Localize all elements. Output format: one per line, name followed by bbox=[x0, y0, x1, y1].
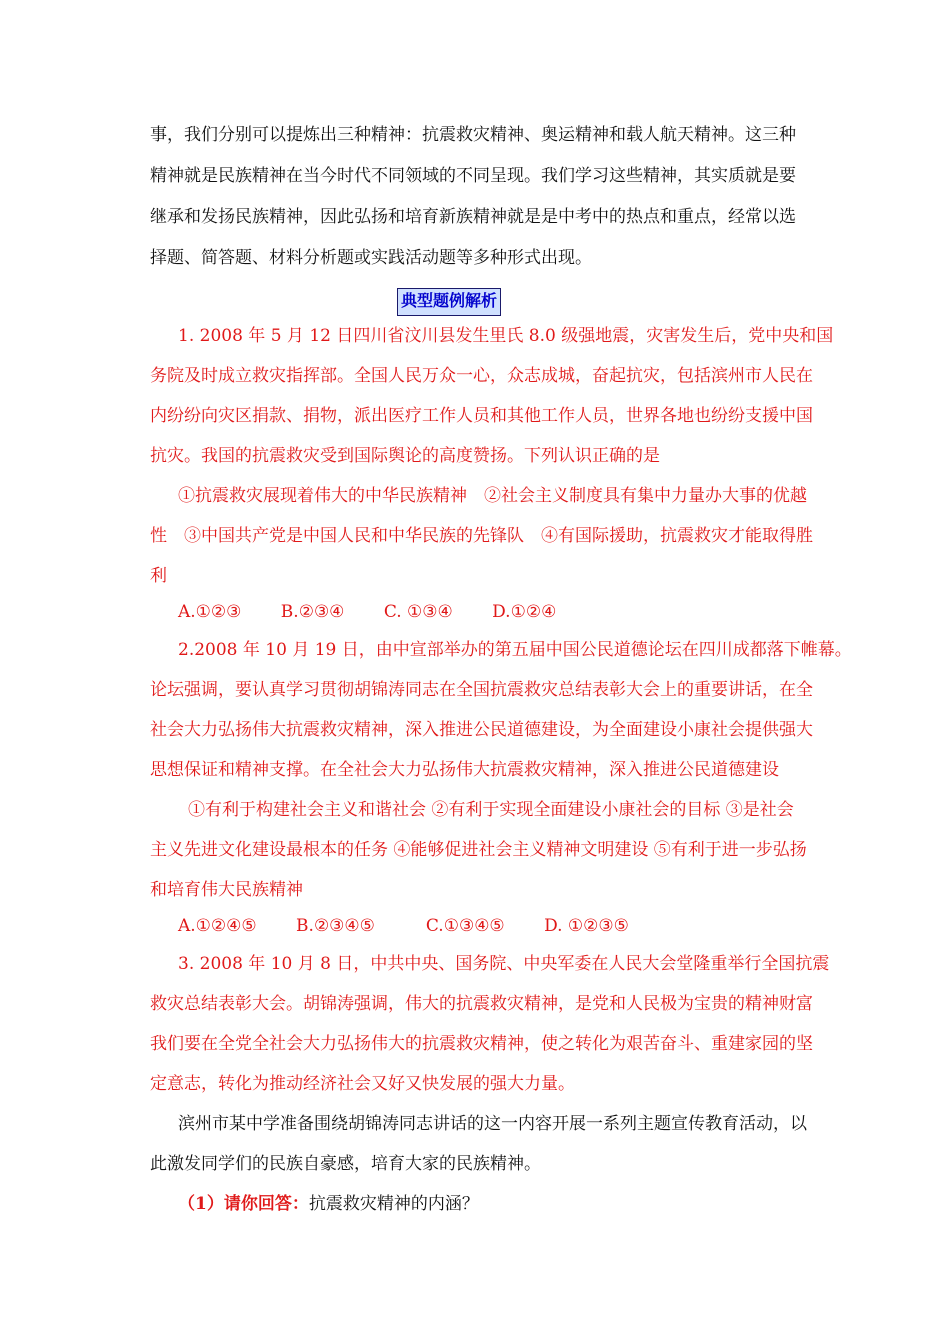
q3-stem-line-1: 3. 2008 年 10 月 8 日，中共中央、国务院、中央军委在人民大会堂隆重举行全国抗震 bbox=[178, 954, 830, 974]
q3-context-line-2: 此激发同学们的民族自豪感，培育大家的民族精神。 bbox=[150, 1154, 541, 1174]
q1-statement-line-3: 利 bbox=[150, 566, 167, 586]
intro-line-4: 择题、简答题、材料分析题或实践活动题等多种形式出现。 bbox=[150, 248, 592, 268]
q3-stem-line-2: 救灾总结表彰大会。胡锦涛强调，伟大的抗震救灾精神，是党和人民极为宝贵的精神财富 bbox=[150, 994, 813, 1014]
intro-line-2: 精神就是民族精神在当今时代不同领域的不同呈现。我们学习这些精神，其实质就是要 bbox=[150, 166, 796, 186]
q1-stem-line-2: 务院及时成立救灾指挥部。全国人民万众一心，众志成城，奋起抗灾，包括滨州市人民在 bbox=[150, 366, 813, 386]
q3-sub-question-1 bbox=[178, 1190, 479, 1218]
q3-stem-line-3: 我们要在全党全社会大力弘扬伟大的抗震救灾精神，使之转化为艰苦奋斗、重建家园的坚 bbox=[150, 1034, 813, 1054]
q1-options: A.①②③ B.②③④ C. ①③④ D.①②④ bbox=[178, 602, 557, 622]
q1-statement-line-2: 性 ③中国共产党是中国人民和中华民族的先锋队 ④有国际援助，抗震救灾才能取得胜 bbox=[150, 526, 813, 546]
q1-statement-line-1: ①抗震救灾展现着伟大的中华民族精神 ②社会主义制度具有集中力量办大事的优越 bbox=[178, 486, 807, 506]
q3-sub1-text: 抗震救灾精神的内涵？ bbox=[308, 1194, 479, 1214]
q2-stem-line-3: 社会大力弘扬伟大抗震救灾精神，深入推进公民道德建设，为全面建设小康社会提供强大 bbox=[150, 720, 813, 740]
q2-statement-line-1: ①有利于构建社会主义和谐社会 ②有利于实现全面建设小康社会的目标 ③是社会 bbox=[188, 800, 794, 820]
q2-stem-line-4: 思想保证和精神支撑。在全社会大力弘扬伟大抗震救灾精神，深入推进公民道德建设 bbox=[150, 760, 779, 780]
q3-stem-line-4: 定意志，转化为推动经济社会又好又快发展的强大力量。 bbox=[150, 1074, 575, 1094]
q2-statement-line-3: 和培育伟大民族精神 bbox=[150, 880, 303, 900]
q1-stem-line-1: 1. 2008 年 5 月 12 日四川省汶川县发生里氏 8.0 级强地震，灾害发生后，党中央和国 bbox=[178, 326, 834, 346]
q1-stem-line-4: 抗灾。我国的抗震救灾受到国际舆论的高度赞扬。下列认识正确的是 bbox=[150, 446, 660, 466]
q3-sub1-label: （1）请你回答： bbox=[178, 1194, 309, 1214]
q2-statement-line-2: 主义先进文化建设最根本的任务 ④能够促进社会主义精神文明建设 ⑤有利于进一步弘扬 bbox=[150, 840, 807, 860]
section-title: 典型题例解析 bbox=[397, 288, 501, 316]
intro-line-1: 事，我们分别可以提炼出三种精神：抗震救灾精神、奥运精神和载人航天精神。这三种 bbox=[150, 125, 796, 145]
q2-stem-line-2: 论坛强调，要认真学习贯彻胡锦涛同志在全国抗震救灾总结表彰大会上的重要讲话，在全 bbox=[150, 680, 813, 700]
q1-stem-line-3: 内纷纷向灾区捐款、捐物，派出医疗工作人员和其他工作人员，世界各地也纷纷支援中国 bbox=[150, 406, 813, 426]
q2-stem-line-1: 2.2008 年 10 月 19 日，由中宣部举办的第五届中国公民道德论坛在四川成都落下帷幕。 bbox=[178, 640, 852, 660]
intro-line-3: 继承和发扬民族精神，因此弘扬和培育新族精神就是是中考中的热点和重点，经常以选 bbox=[150, 207, 796, 227]
q2-options: A.①②④⑤ B.②③④⑤ C.①③④⑤ D. ①②③⑤ bbox=[178, 916, 629, 936]
q3-context-line-1: 滨州市某中学准备围绕胡锦涛同志讲话的这一内容开展一系列主题宣传教育活动，以 bbox=[178, 1114, 807, 1134]
